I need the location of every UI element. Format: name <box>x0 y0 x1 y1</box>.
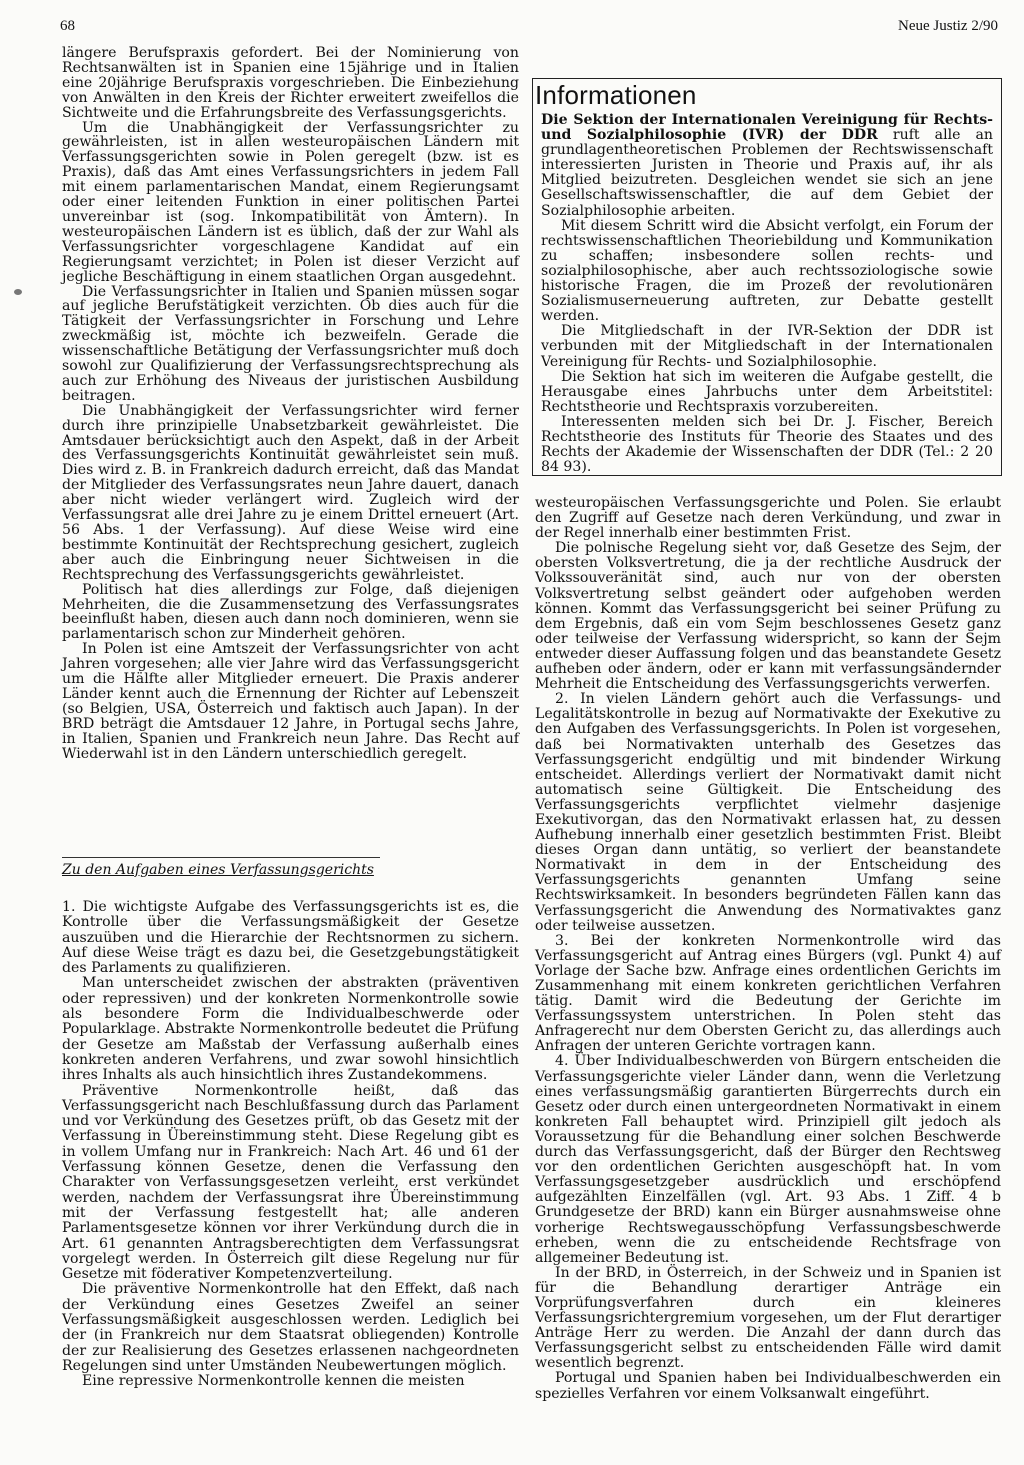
journal-issue: Neue Justiz 2/90 <box>898 18 998 34</box>
paragraph: Die Unabhängigkeit der Verfassungsrichter wird ferner durch ihre prinzipielle Unabsetzbarkeit gewährleistet. Die Amtsdauer berücksichtigt auch den Aspekt, daß in der Arbeit des Verfassungsgerichts Kontinuität gewährleistet sein muß. Dies wird z. B. in Frankreich dadurch erreicht, daß das Mandat der Mitglieder des Verfassungsrates neun Jahre dauert, danach aber nicht wieder verlängert wird. Zugleich wird der Verfassungsrat alle drei Jahre zu je einem Drittel erneuert (Art. 56 Abs. 1 der Verfassung). Auf diese Weise wird eine bestimmte Kontinuität der Rechtsprechung gesichert, zugleich aber auch die Einbringung neuer Sichtweisen in die Rechtsprechung des Verfassungsgerichts gewährleistet. <box>62 402 519 583</box>
paragraph: 3. Bei der konkreten Normenkontrolle wird das Verfassungsgericht auf Antrag eines Bürgers (vgl. Punkt 4) auf Vorlage der Sache bzw. Anfrage eines ordentlichen Gerichts im Zusammenhang mit einem konkreten gerichtlichen Verfahren tätig. Damit wird die Bedeutung der Gerichte im Verfassungssystem unterstrichen. In Polen steht das Anfragerecht nur dem Obersten Gericht zu, das allerdings auch Anfragen der unteren Gerichte vortragen kann. <box>535 932 1001 1055</box>
info-box-title: Informationen <box>535 80 697 110</box>
left-column-section <box>62 900 519 1390</box>
paragraph: 1. Die wichtigste Aufgabe des Verfassungsgerichts ist es, die Kontrolle über die Verfassungsmäßigkeit der Gesetze auszuüben und die Hierarchie der Rechtsnormen zu sichern. Auf diese Weise trägt es dazu bei, die Gesetzgebungstätigkeit des Parlaments zu qualifizieren. <box>62 899 519 977</box>
paragraph: 4. Über Individualbeschwerden von Bürgern entscheiden die Verfassungsgerichte vieler Länder dann, wenn die Verletzung eines verfassungsmäßig garantierten Bürgerrechts durch ein Gesetz oder durch einen untergeordneten Normativakt in einem konkreten Fall behauptet wird. Prinzipiell gilt jedoch als Voraussetzung für die Behandlung einer solchen Beschwerde durch das Verfassungsgericht, daß der Bürger den Rechtsweg vor den ordentlichen Gerichten ausgeschöpft hat. In vom Verfassungsgesetzgeber ausdrücklich und erschöpfend aufgezählten Einzelfällen (vgl. Art. 93 Abs. 1 Ziff. 4 b Grundgesetze der BRD) kann ein Bürger ausnahmsweise ohne vorherige Rechtswegausschöpfung Verfassungsbeschwerde erheben, wenn die zu entscheidende Rechtsfrage von allgemeiner Bedeutung ist. <box>535 1053 1001 1266</box>
paragraph: Eine repressive Normenkontrolle kennen die meisten <box>82 1373 465 1390</box>
paragraph: Portugal und Spanien haben bei Individualbeschwerden ein spezielles Verfahren vor einem Volksanwalt eingeführt. <box>535 1370 1001 1402</box>
paragraph: Um die Unabhängigkeit der Verfassungsrichter zu gewährleisten, ist in allen westeuropäischen Ländern mit Verfassungsgerichten sowie in Polen geregelt (bzw. ist es Praxis), daß das Amt eines Verfassungsrichters in jedem Fall mit einem parlamentarischen Mandat, einem Regierungsamt oder einer leitenden Funktion in einer politischen Partei unvereinbar ist (sog. Inkompatibilität von Ämtern). In westeuropäischen Ländern ist es üblich, daß der zur Wahl als Verfassungsrichter vorgeschlagene Kandidat auf ein Regierungsamt verzichtet; in Polen ist dieser Verzicht auf jegliche Beschäftigung in einem staatlichen Organ ausgedehnt. <box>62 119 519 285</box>
paragraph: Politisch hat dies allerdings zur Folge, daß diejenigen Mehrheiten, die die Zusammensetzung des Verfassungsrates beeinflußt haben, diesen auch dann noch dominieren, wenn sie parlamentarisch schon zur Minderheit gehören. <box>62 581 519 643</box>
paragraph: Man unterscheidet zwischen der abstrakten (präventiven oder repressiven) und der konkreten Normenkontrolle sowie als besondere Form die Individualbeschwerde oder Popularklage. Abstrakte Normenkontrolle bedeutet die Prüfung der Gesetze am Maßstab der Verfassung außerhalb eines konkreten anderen Verfahrens, und zwar sowohl hinsichtlich ihres Inhalts als auch hinsichtlich ihres Zustandekommens. <box>62 975 519 1084</box>
info-lead-text: ruft alle an grundlagentheoretischen Problemen der Rechtswissenschaft interessierten Juristen in Theorie und Praxis auf, ihr als Mitglied beizutreten. Desgleichen wendet sie sich an jene Gesellschaftswissenschaftler, die auf dem Gebiet der Sozialphilosophie arbeiten. <box>541 127 993 219</box>
paragraph: Die präventive Normenkontrolle hat den Effekt, daß nach der Verkündung eines Gesetzes Zweifel an seiner Verfassungsmäßigkeit ausgeschlossen werden. Lediglich bei der (in Frankreich nur dem Staatsrat obliegenden) Kontrolle der zur Realisierung des Gesetzes erlassenen nachgeordneten Regelungen sind unter Umständen Neubewertungen möglich. <box>62 1281 519 1374</box>
info-lead-bold: Die Sektion der Internationalen Vereinigung für Rechts- und Sozialphilosophie (IVR) der DDR <box>541 112 993 144</box>
right-column <box>535 496 1001 1402</box>
info-paragraph: Interessenten melden sich bei Dr. J. Fischer, Bereich Rechtstheorie des Instituts für Theorie des Staates und des Rechts der Akademie der Wissenschaften der DDR (Tel.: 2 20 84 93). <box>541 413 993 476</box>
page-number: 68 <box>60 18 75 34</box>
margin-mark <box>14 289 22 295</box>
paragraph: westeuropäischen Verfassungsgerichte und Polen. Sie erlaubt den Zugriff auf Gesetze nach deren Verkündung, und zwar in der Regel innerhalb einer bestimmten Frist. <box>535 495 1001 542</box>
information-box <box>532 78 1002 476</box>
paragraph: 2. In vielen Ländern gehört auch die Verfassungs- und Legalitätskontrolle in bezug auf Normativakte der Exekutive zu den Aufgaben des Verfassungsgerichts. In Polen ist vorgesehen, daß bei Normativakten unterhalb des Gesetzes das Verfassungsgericht endgültig und mit bindender Wirkung entscheidet. Allerdings verliert der Normativakt damit nicht automatisch seine Gültigkeit. Die Entscheidung des Verfassungsgerichts verpflichtet vielmehr dasjenige Exekutivorgan, das den Normativakt erlassen hat, zu dessen Aufhebung innerhalb einer gesetzlich bestimmten Frist. Bleibt dieses Organ dann untätig, so verliert der beanstandete Normativakt in dem in der Entscheidung des Verfassungsgerichts genannten Umfang seine Rechtswirksamkeit. In besonders begründeten Fällen kann das Verfassungsgericht die Anwendung des Normativaktes ganz oder teilweise aussetzen. <box>535 691 1001 934</box>
paragraph: Präventive Normenkontrolle heißt, daß das Verfassungsgericht nach Beschlußfassung durch das Parlament und vor Verkündung des Gesetzes prüft, ob das Gesetz mit der Verfassung in Übereinstimmung steht. Diese Regelung gibt es in vollem Umfang nur in Frankreich: Nach Art. 46 und 61 der Verfassung können Gesetze, denen die Verfassung den Charakter von Verfassungsgesetzen verleiht, erst verkündet werden, nachdem der Verfassungsrat ihre Übereinstimmung mit der Verfassung festgestellt hat; alle anderen Parlamentsgesetze können vor ihrer Verkündung durch die in Art. 61 genannten Antragsberechtigten dem Verfassungsrat vorgelegt werden. In Österreich gilt diese Regelung nur für Gesetze mit föderativer Kompetenzverteilung. <box>62 1082 519 1283</box>
info-paragraph: Die Sektion hat sich im weiteren die Aufgabe gestellt, die Herausgabe eines Jahrbuchs unter dem Arbeitstitel: Rechtstheorie und Rechtspraxis vorzubereiten. <box>541 368 993 415</box>
paragraph: längere Berufspraxis gefordert. Bei der Nominierung von Rechtsanwälten ist in Spanien eine 15jährige und in Italien eine 20jährige Berufspraxis vorgeschrieben. Die Einbeziehung von Anwälten in den Kreis der Richter erweitert zweifellos die Sichtweite und die Erfahrungsbreite des Verfassungsgerichts. <box>62 45 519 121</box>
info-lead <box>541 107 993 219</box>
info-paragraph: Mit diesem Schritt wird die Absicht verfolgt, ein Forum der rechtswissenschaftlichen Theoriebildung und Kommunikation zu schaffen; insbesondere sollen rechts- und sozialphilosophische, aber auch rechtssoziologische sowie historische Fragen, die im Prozeß der revolutionären Sozialismuserneuerung auftreten, zur Debatte gestellt werden. <box>541 217 993 325</box>
info-paragraph: Die Mitgliedschaft in der IVR-Sektion der DDR ist verbunden mit der Mitgliedschaft in der Internationalen Vereinigung für Rechts- und Sozialphilosophie. <box>541 323 993 370</box>
paragraph: Die Verfassungsrichter in Italien und Spanien müssen sogar auf jegliche Berufstätigkeit verzichten. Ob dies auch für die Tätigkeit der Verfassungsrichter in Forschung und Lehre zweckmäßig ist, möchte ich bezweifeln. Gerade die wissenschaftliche Betätigung der Verfassungsrichter muß doch sowohl zur Qualifizierung der Verfassungsrechtsprechung als auch zur Erhöhung des Niveaus der juristischen Ausbildung beitragen. <box>62 283 519 404</box>
section-heading: Zu den Aufgaben eines Verfassungsgerichts <box>62 862 374 878</box>
left-column <box>62 46 519 762</box>
section-divider <box>62 857 380 858</box>
paragraph: In Polen ist eine Amtszeit der Verfassungsrichter von acht Jahren vorgesehen; alle vier Jahre wird das Verfassungsgericht um die Hälfte aller Mitglieder erneuert. Die Praxis anderer Länder kennt auch die Ernennung der Richter auf Lebenszeit (so Belgien, USA, Österreich und faktisch auch Japan). In der BRD beträgt die Amtsdauer 12 Jahre, in Portugal sechs Jahre, in Italien, Spanien und Frankreich neun Jahre. Das Recht auf Wiederwahl ist in den Ländern unterschiedlich geregelt. <box>62 641 519 762</box>
paragraph: In der BRD, in Österreich, in der Schweiz und in Spanien ist für die Behandlung derartiger Anträge ein Vorprüfungsverfahren durch ein kleineres Verfassungsrichtergremium vorgesehen, um der Flut derartiger Anträge Herr zu werden. Die Anzahl der dann durch das Verfassungsgericht selbst zu entscheidenden Fälle wird damit wesentlich begrenzt. <box>535 1264 1001 1372</box>
paragraph: Die polnische Regelung sieht vor, daß Gesetze des Sejm, der obersten Volksvertretung, die ja der rechtliche Ausdruck der Volkssouveränität sind, auch nur von der obersten Volksvertretung selbst geändert oder aufgehoben werden können. Kommt das Verfassungsgericht bei seiner Prüfung zu dem Ergebnis, daß ein vom Sejm beschlossenes Gesetz ganz oder teilweise der Verfassung widerspricht, so kann der Sejm entweder dieser Auffassung folgen und das beanstandete Gesetz aufheben oder ändern, oder er kann mit verfassungsändernder Mehrheit die Entscheidung des Verfassungsgerichts verwerfen. <box>535 540 1001 693</box>
